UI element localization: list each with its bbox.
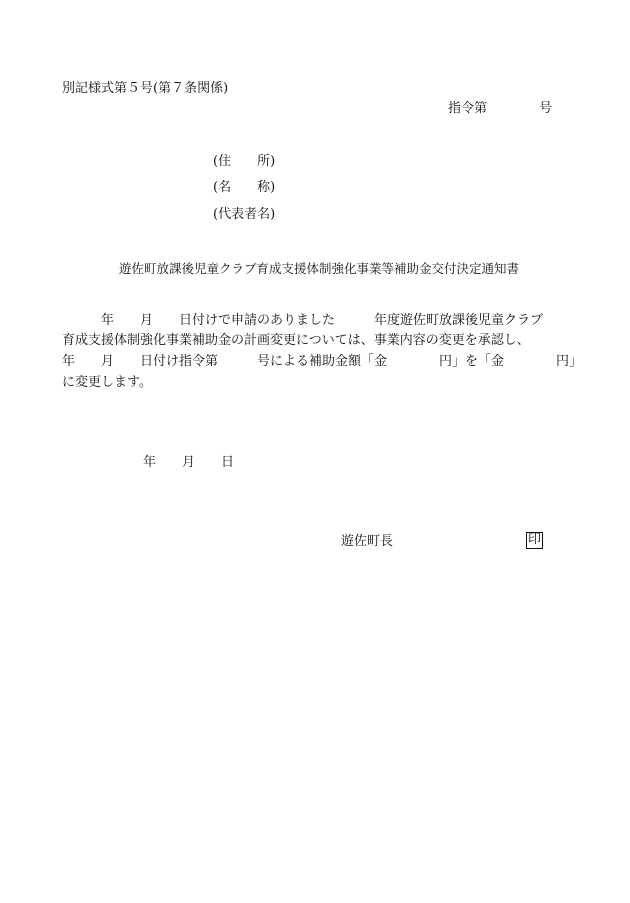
recipient-address-label: (住 所) bbox=[213, 154, 276, 169]
issue-date: 年 月 日 bbox=[143, 455, 235, 470]
order-number: 指令第 号 bbox=[448, 101, 553, 116]
seal-mark: 印 bbox=[528, 532, 542, 547]
body-line-1: 年 月 日付けで申請のありました 年度遊佐町放課後児童クラブ bbox=[62, 313, 544, 328]
recipient-name-label: (名 称) bbox=[213, 180, 276, 195]
issuer-title: 遊佐町長 bbox=[341, 534, 394, 549]
form-label: 別記様式第５号(第７条関係) bbox=[62, 81, 229, 96]
document-title: 遊佐町放課後児童クラブ育成支援体制強化事業等補助金交付決定通知書 bbox=[119, 261, 520, 276]
body-line-4: に変更します。 bbox=[62, 375, 152, 390]
recipient-representative-label: (代表者名) bbox=[213, 207, 276, 222]
body-line-3: 年 月 日付け指令第 号による補助金額「金 円」を「金 円」 bbox=[62, 354, 583, 369]
body-line-2: 育成支援体制強化事業補助金の計画変更については、事業内容の変更を承認し、 bbox=[62, 333, 530, 348]
